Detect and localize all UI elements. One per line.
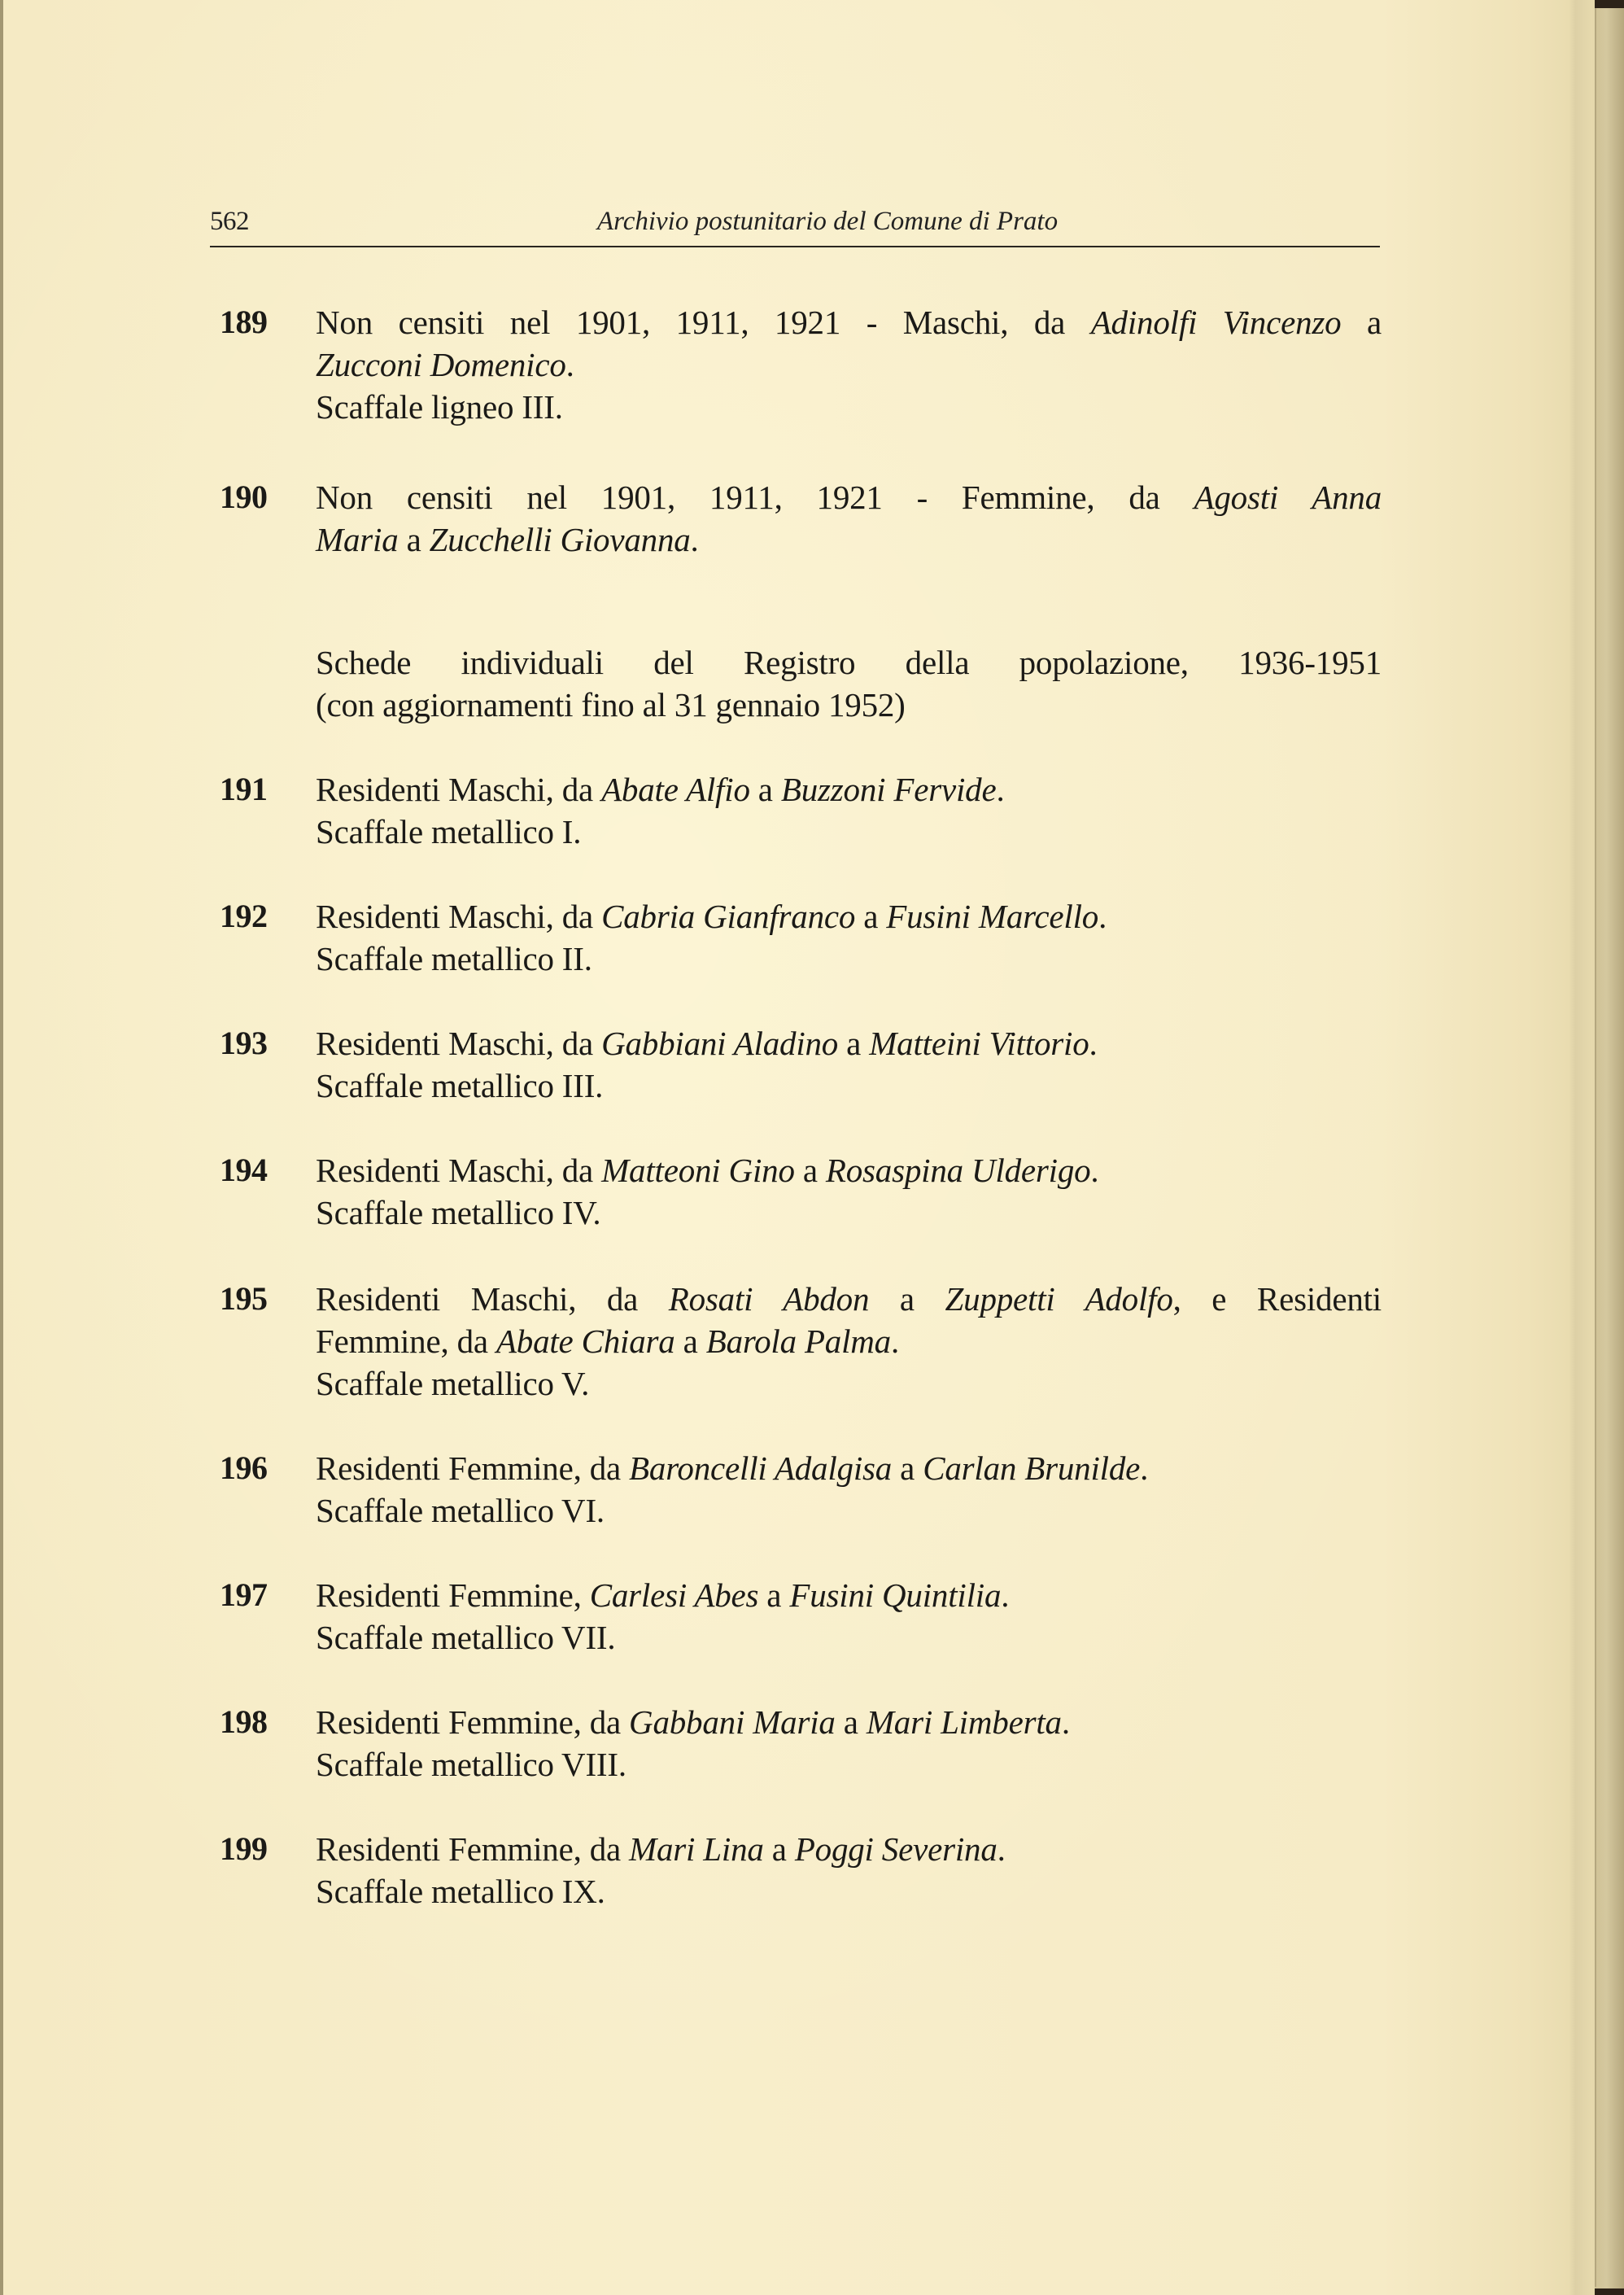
entry-connector: a: [1341, 304, 1382, 341]
entry-number: 194: [220, 1152, 268, 1188]
entry-from-name-cont: Maria: [316, 521, 399, 558]
entry-to-name: Mari Limberta: [866, 1703, 1062, 1741]
entry-to-name: Zucconi Domenico: [316, 346, 566, 383]
entry-description: [316, 1022, 1382, 1107]
entry-to-name: Poggi Severina: [794, 1830, 998, 1868]
entry-text: Residenti Maschi, da: [316, 1280, 669, 1318]
entry-text: Femmine, da: [316, 1322, 496, 1360]
entry-punct: .: [997, 1830, 1006, 1868]
entry-text: Residenti Maschi, da: [316, 1025, 602, 1062]
entry-line: [316, 1149, 1382, 1191]
running-title: Archivio postunitario del Comune di Prato: [596, 207, 1059, 236]
entry-number: 195: [220, 1280, 268, 1317]
entry-number: 197: [220, 1576, 268, 1613]
entry-line: [316, 1447, 1382, 1489]
entry-punct: .: [996, 771, 1005, 808]
entry-description: [316, 895, 1382, 980]
entry-text: Residenti Maschi, da: [316, 1152, 602, 1189]
entry-description: [316, 476, 1382, 561]
page-number: 562: [210, 207, 249, 236]
entry-connector: a: [838, 1025, 870, 1062]
entry-connector: a: [674, 1322, 706, 1360]
entry-text: Residenti Maschi, da: [316, 771, 602, 808]
section-heading-line: Schede individuali del Registro della popolazione, 1936-1951: [316, 644, 1382, 681]
entry-connector: a: [763, 1830, 795, 1868]
entry-text: , e Residenti: [1172, 1280, 1382, 1318]
entry-location: Scaffale ligneo III.: [316, 388, 563, 426]
entry-from-name: Abate Alfio: [601, 771, 750, 808]
entry-from-name: Carlesi Abes: [589, 1576, 759, 1614]
entry-to-name: Fusini Quintilia: [789, 1576, 1002, 1614]
entry-line: [316, 476, 1382, 518]
entry-description: [316, 1828, 1382, 1912]
entry-text: Residenti Femmine,: [316, 1576, 590, 1614]
entry-text: Non censiti nel 1901, 1911, 1921 - Maschi, da: [316, 304, 1091, 341]
entry-from-name: Gabbani Maria: [629, 1703, 836, 1741]
entry-to-name: Barola Palma: [705, 1322, 891, 1360]
entry-number: 190: [220, 479, 268, 515]
entry-to-name: Zucchelli Giovanna: [429, 521, 691, 558]
entry-number: 196: [220, 1449, 268, 1486]
entry-connector: a: [749, 771, 781, 808]
entry-from-name: Agosti Anna: [1194, 479, 1382, 516]
entry-to-name: Carlan Brunilde: [923, 1449, 1141, 1487]
entry-to-name: Zuppetti Adolfo: [945, 1280, 1173, 1318]
entry-line: [316, 1701, 1382, 1743]
entry-number: 198: [220, 1703, 268, 1740]
entry-punct: .: [1089, 1025, 1098, 1062]
entry-punct: .: [690, 521, 699, 558]
entry-punct: .: [1001, 1576, 1010, 1614]
section-heading: [316, 641, 1382, 726]
entry-description: [316, 1574, 1382, 1659]
scan-border-bottom: [1595, 2288, 1624, 2295]
entry-description: [316, 1278, 1382, 1405]
entry-connector: a: [855, 898, 887, 935]
header-rule: [210, 246, 1380, 247]
entry-connector: a: [835, 1703, 867, 1741]
page-left-edge: [0, 0, 3, 2295]
entry-from-name: Baroncelli Adalgisa: [629, 1449, 893, 1487]
entry-connector: a: [794, 1152, 826, 1189]
entry-number: 193: [220, 1025, 268, 1061]
entry-location: Scaffale metallico VII.: [316, 1619, 616, 1656]
entry-from-name: Rosati Abdon: [668, 1280, 870, 1318]
entry-from-name: Abate Chiara: [495, 1322, 675, 1360]
entry-line: [316, 1022, 1382, 1064]
entry-punct: .: [1098, 898, 1107, 935]
entry-punct: .: [890, 1322, 900, 1360]
entry-location: Scaffale metallico V.: [316, 1365, 590, 1402]
entry-text: Non censiti nel 1901, 1911, 1921 - Femmine, da: [316, 479, 1194, 516]
entry-punct: .: [1061, 1703, 1070, 1741]
page-fold-line: [1595, 8, 1596, 2287]
entry-location: Scaffale metallico IV.: [316, 1194, 601, 1231]
page-binding-shadow: [1595, 0, 1624, 2295]
entry-number: 189: [220, 304, 268, 340]
entry-line: [316, 1320, 1382, 1362]
entry-connector: a: [869, 1280, 945, 1318]
entry-punct: .: [565, 346, 574, 383]
entry-line: [316, 301, 1382, 343]
entry-number: 199: [220, 1830, 268, 1867]
entry-location: Scaffale metallico VI.: [316, 1492, 605, 1529]
entry-line: [316, 895, 1382, 938]
entry-connector: a: [758, 1576, 790, 1614]
entry-from-name: Cabria Gianfranco: [601, 898, 856, 935]
scan-border-top: [1595, 0, 1624, 8]
entry-text: Residenti Femmine, da: [316, 1703, 630, 1741]
entry-connector: a: [892, 1449, 923, 1487]
entry-number: 191: [220, 771, 268, 807]
entry-description: [316, 768, 1382, 853]
entry-from-name: Matteoni Gino: [601, 1152, 795, 1189]
entry-line: [316, 1574, 1382, 1616]
entry-from-name: Gabbiani Aladino: [601, 1025, 839, 1062]
entry-text: Residenti Femmine, da: [316, 1830, 630, 1868]
entry-line: [316, 343, 1382, 386]
entry-description: [316, 1701, 1382, 1786]
entry-to-name: Buzzoni Fervide: [780, 771, 997, 808]
entry-connector: a: [398, 521, 430, 558]
entry-punct: .: [1090, 1152, 1099, 1189]
entry-location: Scaffale metallico I.: [316, 813, 582, 850]
running-head: [210, 203, 1380, 247]
entry-to-name: Rosaspina Ulderigo: [825, 1152, 1091, 1189]
entry-description: [316, 1447, 1382, 1532]
entry-description: [316, 1149, 1382, 1234]
entry-location: Scaffale metallico II.: [316, 940, 592, 977]
entry-text: Residenti Maschi, da: [316, 898, 602, 935]
entry-text: Residenti Femmine, da: [316, 1449, 630, 1487]
entry-location: Scaffale metallico III.: [316, 1067, 604, 1104]
entry-number: 192: [220, 898, 268, 934]
entry-line: [316, 768, 1382, 811]
entry-description: [316, 301, 1382, 428]
entry-line: [316, 518, 1382, 561]
entry-to-name: Matteini Vittorio: [869, 1025, 1089, 1062]
entry-to-name: Fusini Marcello: [886, 898, 1099, 935]
entry-line: [316, 1828, 1382, 1870]
entry-punct: .: [1140, 1449, 1149, 1487]
entry-from-name: Adinolfi Vincenzo: [1090, 304, 1342, 341]
entry-from-name: Mari Lina: [629, 1830, 764, 1868]
section-heading-line: (con aggiornamenti fino al 31 gennaio 1952): [316, 686, 906, 723]
entry-location: Scaffale metallico VIII.: [316, 1746, 626, 1783]
entry-location: Scaffale metallico IX.: [316, 1873, 605, 1910]
entry-line: [316, 1278, 1382, 1320]
